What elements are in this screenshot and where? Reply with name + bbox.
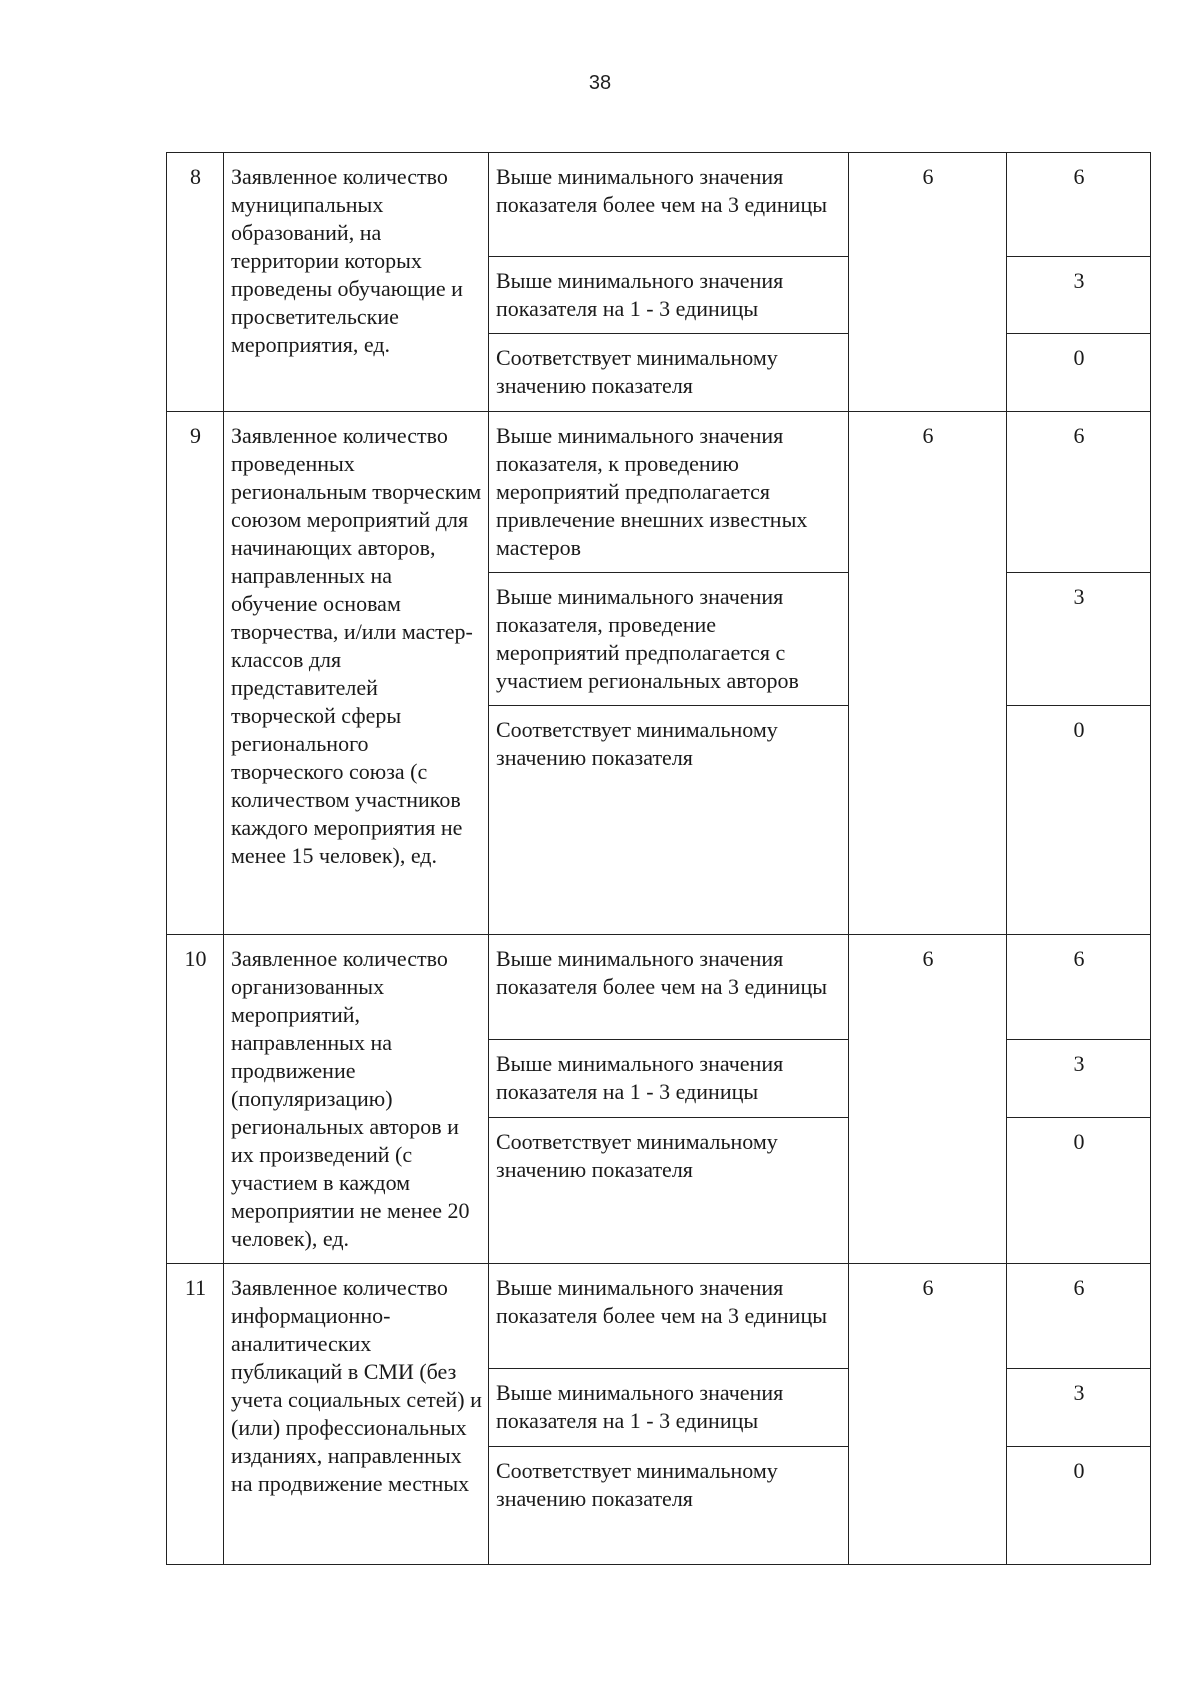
criterion-number: 8 <box>167 153 224 412</box>
condition-text: Выше минимального значения показателя на 1 - 3 единицы <box>489 1369 849 1447</box>
condition-score: 6 <box>1007 935 1151 1040</box>
condition-score: 3 <box>1007 573 1151 706</box>
condition-text: Выше минимального значения показателя, к проведению мероприятий предполагается привлечение внешних известных мастеров <box>489 412 849 573</box>
condition-score: 0 <box>1007 1447 1151 1565</box>
criterion-row-9 <box>167 412 1151 573</box>
condition-text: Выше минимального значения показателя более чем на 3 единицы <box>489 153 849 257</box>
condition-score: 3 <box>1007 1040 1151 1118</box>
criterion-name: Заявленное количество информационно-аналитических публикаций в СМИ (без учета социальных сетей) и (или) профессиональных изданиях, направленных на продвижение местных <box>224 1264 489 1565</box>
criterion-row-8 <box>167 153 1151 257</box>
condition-text: Соответствует минимальному значению показателя <box>489 1447 849 1565</box>
max-score: 6 <box>849 935 1007 1264</box>
criterion-name: Заявленное количество муниципальных образований, на территории которых проведены обучающие и просветительские мероприятия, ед. <box>224 153 489 412</box>
criterion-row-11 <box>167 1264 1151 1369</box>
condition-score: 0 <box>1007 706 1151 935</box>
condition-text: Соответствует минимальному значению показателя <box>489 334 849 412</box>
condition-score: 6 <box>1007 153 1151 257</box>
condition-text: Выше минимального значения показателя более чем на 3 единицы <box>489 1264 849 1369</box>
criterion-number: 11 <box>167 1264 224 1565</box>
condition-score: 0 <box>1007 334 1151 412</box>
max-score: 6 <box>849 1264 1007 1565</box>
criterion-name: Заявленное количество проведенных региональным творческим союзом мероприятий для начинающих авторов, направленных на обучение основам творчества, и/или мастер-классов для представителей творческой сферы регионального творческого союза (с количеством участников каждого мероприятия не менее 15 человек), ед. <box>224 412 489 935</box>
condition-text: Выше минимального значения показателя, проведение мероприятий предполагается с участием региональных авторов <box>489 573 849 706</box>
condition-text: Выше минимального значения показателя на 1 - 3 единицы <box>489 1040 849 1118</box>
condition-text: Выше минимального значения показателя на 1 - 3 единицы <box>489 257 849 334</box>
condition-text: Соответствует минимальному значению показателя <box>489 1118 849 1264</box>
max-score: 6 <box>849 412 1007 935</box>
criterion-number: 10 <box>167 935 224 1264</box>
condition-score: 3 <box>1007 1369 1151 1447</box>
condition-score: 6 <box>1007 1264 1151 1369</box>
condition-text: Выше минимального значения показателя более чем на 3 единицы <box>489 935 849 1040</box>
criteria-table <box>166 152 1151 1565</box>
condition-score: 3 <box>1007 257 1151 334</box>
condition-text: Соответствует минимальному значению показателя <box>489 706 849 935</box>
page-number: 38 <box>588 72 612 94</box>
condition-score: 0 <box>1007 1118 1151 1264</box>
criterion-name: Заявленное количество организованных мероприятий, направленных на продвижение (популяризацию) региональных авторов и их произведений (с участием в каждом мероприятии не менее 20 человек), ед. <box>224 935 489 1264</box>
condition-score: 6 <box>1007 412 1151 573</box>
criterion-number: 9 <box>167 412 224 935</box>
criterion-row-10 <box>167 935 1151 1040</box>
max-score: 6 <box>849 153 1007 412</box>
